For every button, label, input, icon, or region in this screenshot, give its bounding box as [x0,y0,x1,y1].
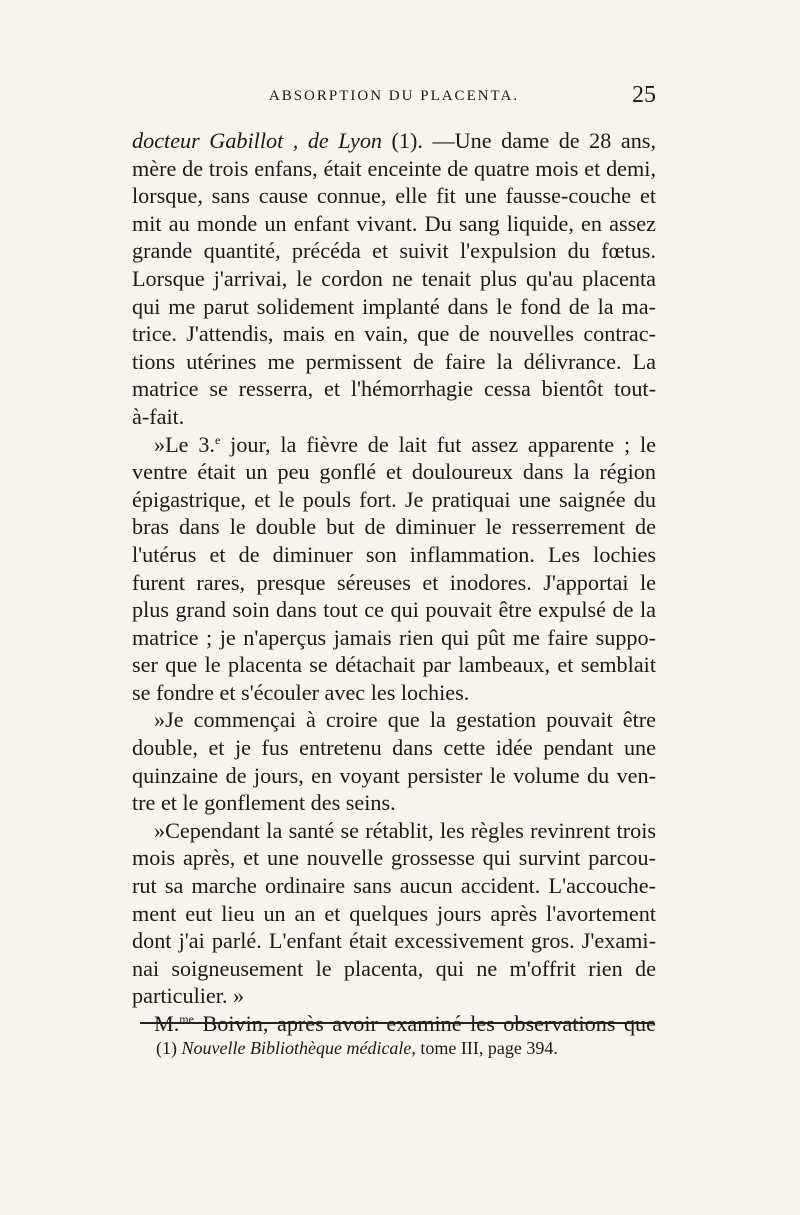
text-line: se fondre et s'écouler avec les lochies. [132,679,470,705]
text-line: quinzaine de jours, en voyant persister le volume du ven- [132,762,656,788]
text-line: M.$^{me}$ Boivin, après avoir examiné les observations que [154,1011,656,1036]
footnote [156,1038,656,1059]
footnote-marker: (1) [156,1038,177,1058]
text-line: ser que le placenta se détachait par lambeaux, et semblait [132,652,656,678]
text-line: »Je commençai à croire que la gestation pouvait être [154,707,656,733]
text-line: plus grand soin dans tout ce qui pouvait être expulsé de la [132,597,656,623]
text-line: »Cependant la santé se rétablit, les règles revinrent trois [154,817,656,843]
text-line: à-fait. [132,403,185,429]
footnote-title: Nouvelle Bibliothèque médicale [181,1038,412,1058]
text-line: épigastrique, et le pouls fort. Je pratiquai une saignée du [132,486,656,512]
running-head: ABSORPTION DU PLACENTA. [268,88,520,104]
text-line: docteur Gabillot , de Lyon (1). —Une dame de 28 ans, [132,128,656,153]
footnote-rule [140,1022,654,1024]
text-line: tions utérines me permissent de faire la délivrance. La [132,348,656,374]
footnote-rest: , tome III, page 394. [411,1038,558,1058]
page-number: 25 [632,82,656,108]
text-line: ment eut lieu un an et quelques jours après l'avortement [132,900,656,926]
text-line: Lorsque j'arrivai, le cordon ne tenait plus qu'au placenta [132,265,656,291]
text-line: matrice se resserra, et l'hémorrhagie cessa bientôt tout- [132,376,656,402]
text-line: dont j'ai parlé. L'enfant était excessivement gros. J'exami- [132,928,656,954]
text-line: nai soigneusement le placenta, qui ne m'offrit rien de [132,955,656,981]
text-line: mois après, et une nouvelle grossesse qui survint parcou- [132,845,656,871]
text-line: tre et le gonflement des seins. [132,790,396,816]
text-line: rut sa marche ordinaire sans aucun accident. L'accouche- [132,873,656,899]
text-line: furent rares, presque séreuses et inodores. J'apportai le [132,569,656,595]
text-line: qui me parut solidement implanté dans le fond de la ma- [132,293,656,319]
text-line: particulier. » [132,983,245,1009]
text-line: l'utérus et de diminuer son inflammation. Les lochies [132,541,656,567]
text-line: ventre était un peu gonflé et douloureux dans la région [132,459,656,485]
text-line: grande quantité, précéda et suivit l'expulsion du fœtus. [132,238,656,264]
text-line: double, et je fus entretenu dans cette idée pendant une [132,735,656,761]
text-line: matrice ; je n'aperçus jamais rien qui pût me faire suppo- [132,624,656,650]
body-text [132,127,656,1038]
text-line: trice. J'attendis, mais en vain, que de nouvelles contrac- [132,321,656,347]
page-header [132,82,656,118]
text-line: lorsque, sans cause connue, elle fit une fausse-couche et [132,183,656,209]
text-line: bras dans le double but de diminuer le resserrement de [132,514,656,540]
text-line: mère de trois enfans, était enceinte de quatre mois et demi, [132,155,656,181]
text-line: »Le 3.$^e$ jour, la fièvre de lait fut assez apparente ; le [154,431,656,457]
text-line: mit au monde un enfant vivant. Du sang liquide, en assez [132,210,656,236]
